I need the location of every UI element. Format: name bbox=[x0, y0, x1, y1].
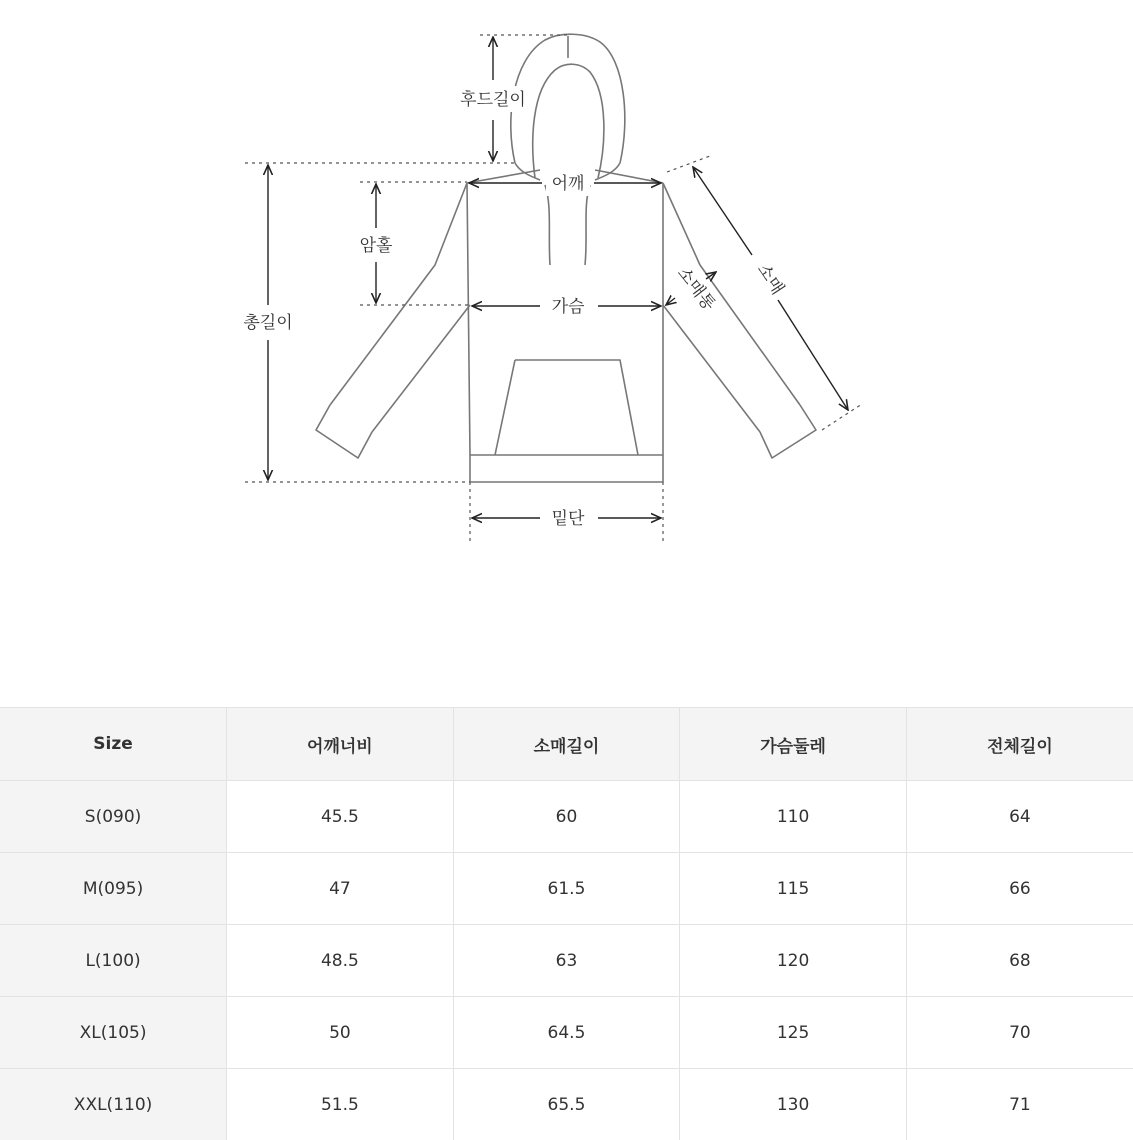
size-cell: XL(105) bbox=[0, 997, 227, 1069]
header-sleeve-length: 소매길이 bbox=[453, 708, 680, 781]
size-cell: XXL(110) bbox=[0, 1069, 227, 1140]
table-cell: 51.5 bbox=[227, 1069, 454, 1140]
table-cell: 70 bbox=[906, 997, 1133, 1069]
table-row bbox=[0, 997, 1133, 1069]
header-chest-circumference: 가슴둘레 bbox=[680, 708, 907, 781]
size-cell: L(100) bbox=[0, 925, 227, 997]
header-total-length: 전체길이 bbox=[906, 708, 1133, 781]
size-cell: M(095) bbox=[0, 853, 227, 925]
table-row bbox=[0, 1069, 1133, 1140]
table-cell: 48.5 bbox=[227, 925, 454, 997]
armhole-label: 암홀 bbox=[360, 235, 393, 256]
table-header-row bbox=[0, 708, 1133, 781]
header-size: Size bbox=[0, 708, 227, 781]
table-cell: 60 bbox=[453, 781, 680, 853]
table-cell: 125 bbox=[680, 997, 907, 1069]
table-cell: 130 bbox=[680, 1069, 907, 1140]
sleeve-label: 소매 bbox=[753, 260, 788, 298]
table-cell: 68 bbox=[906, 925, 1133, 997]
table-cell: 45.5 bbox=[227, 781, 454, 853]
hood-length-label: 후드길이 bbox=[460, 89, 526, 110]
size-cell: S(090) bbox=[0, 781, 227, 853]
header-shoulder-width: 어깨너비 bbox=[227, 708, 454, 781]
table-cell: 64 bbox=[906, 781, 1133, 853]
chest-label: 가슴 bbox=[552, 297, 585, 317]
size-table bbox=[0, 707, 1133, 1140]
table-cell: 47 bbox=[227, 853, 454, 925]
table-cell: 110 bbox=[680, 781, 907, 853]
table-row bbox=[0, 853, 1133, 925]
hem-label: 밑단 bbox=[552, 508, 585, 529]
table-row bbox=[0, 925, 1133, 997]
shoulder-label: 어깨 bbox=[552, 173, 585, 194]
table-cell: 66 bbox=[906, 853, 1133, 925]
sleeve-width-label: 소매통 bbox=[673, 263, 719, 315]
table-cell: 71 bbox=[906, 1069, 1133, 1140]
sleeve-width-arrow-bottom bbox=[666, 298, 675, 305]
table-cell: 120 bbox=[680, 925, 907, 997]
table-cell: 63 bbox=[453, 925, 680, 997]
table-cell: 50 bbox=[227, 997, 454, 1069]
table-row bbox=[0, 781, 1133, 853]
table-cell: 64.5 bbox=[453, 997, 680, 1069]
diagram-labels bbox=[243, 86, 787, 529]
table-cell: 65.5 bbox=[453, 1069, 680, 1140]
hoodie-outline bbox=[316, 34, 816, 482]
total-length-label: 총길이 bbox=[243, 312, 292, 333]
sleeve-arrow bbox=[693, 167, 752, 255]
table-cell: 61.5 bbox=[453, 853, 680, 925]
table-cell: 115 bbox=[680, 853, 907, 925]
